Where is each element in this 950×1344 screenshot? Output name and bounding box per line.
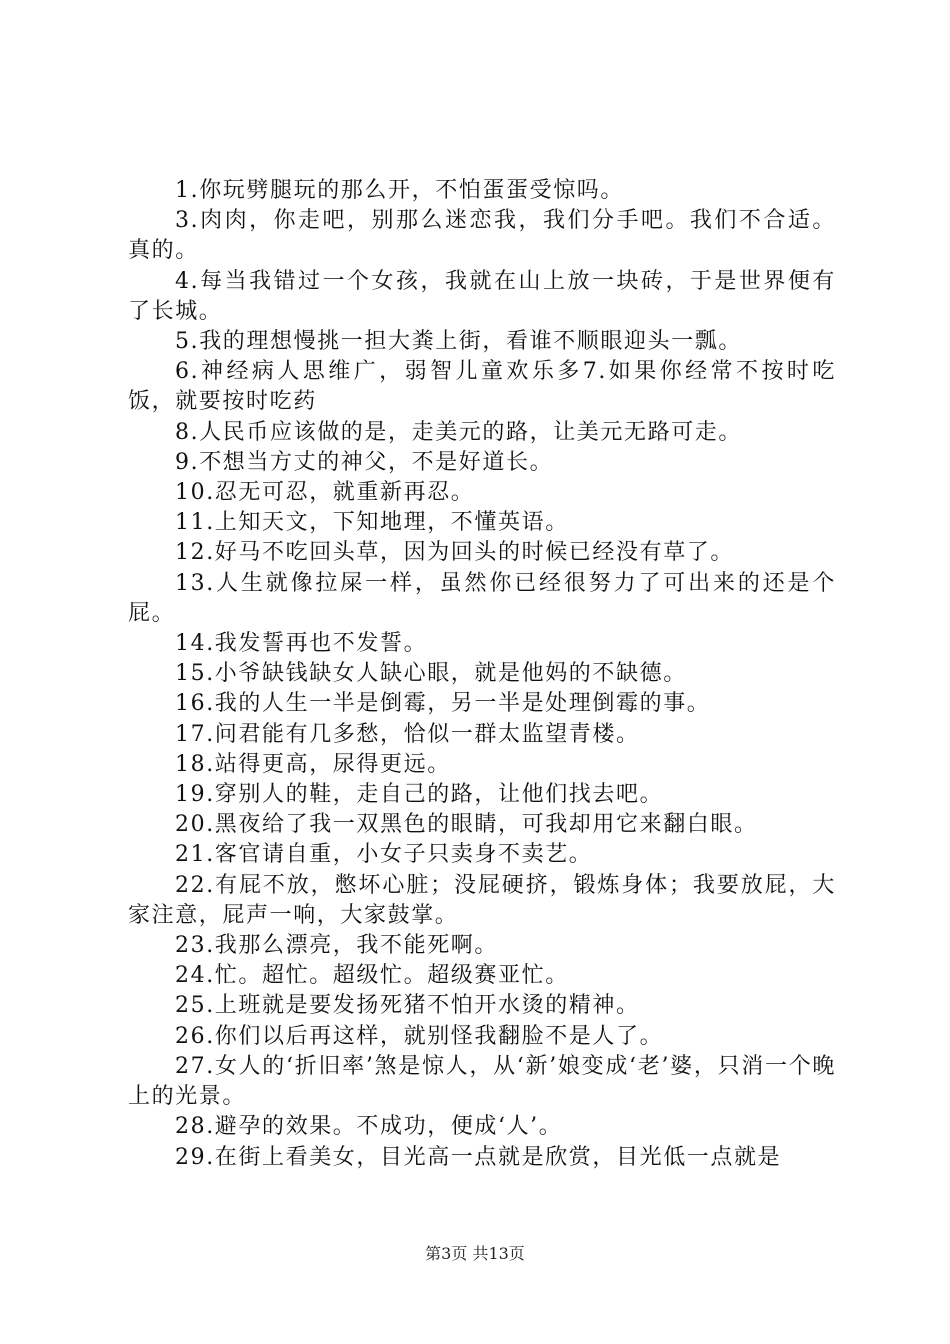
joke-paragraph-25: 25.上班就是要发扬死猪不怕开水烫的精神。	[175, 993, 640, 1019]
joke-paragraph-20: 20.黑夜给了我一双黑色的眼睛，可我却用它来翻白眼。	[175, 812, 758, 838]
joke-paragraph-18: 18.站得更高，尿得更远。	[175, 751, 451, 777]
joke-paragraph-17: 17.问君能有几多愁，恰似一群太监望青楼。	[175, 721, 640, 747]
joke-paragraph-19: 19.穿别人的鞋，走自己的路，让他们找去吧。	[175, 782, 664, 808]
joke-paragraph-10: 10.忍无可忍，就重新再忍。	[175, 480, 475, 506]
joke-paragraph-24: 24.忙。超忙。超级忙。超级赛亚忙。	[175, 963, 569, 989]
joke-paragraph-4: 4.每当我错过一个女孩，我就在山上放一块砖，于是世界便有了长城。	[128, 268, 836, 324]
joke-paragraph-22: 22.有屁不放，憋坏心脏；没屁硬挤，锻炼身体；我要放屁，大家注意，屁声一响，大家鼓掌。	[128, 872, 836, 928]
page-number-label: 第3页 共13页	[425, 1244, 525, 1263]
joke-paragraph-14: 14.我发誓再也不发誓。	[175, 631, 428, 657]
joke-paragraph-9: 9.不想当方丈的神父，不是好道长。	[175, 449, 554, 475]
joke-paragraph-27: 27.女人的‘折旧率’煞是惊人，从‘新’娘变成‘老’婆，只消一个晚上的光景。	[128, 1053, 836, 1110]
joke-paragraph-1: 1.你玩劈腿玩的那么开，不怕蛋蛋受惊吗。	[175, 178, 624, 203]
joke-paragraph-28: 28.避孕的效果。不成功，便成‘人’。	[175, 1114, 563, 1140]
joke-paragraph-13: 13.人生就像拉屎一样，虽然你已经很努力了可出来的还是个屁。	[128, 570, 836, 626]
document-body	[128, 176, 836, 1173]
joke-paragraph-29: 29.在街上看美女，目光高一点就是欣赏，目光低一点就是	[175, 1144, 782, 1170]
page-footer	[0, 1244, 950, 1264]
joke-paragraph-5: 5.我的理想慢挑一担大粪上街，看谁不顺眼迎头一瓢。	[175, 329, 742, 355]
joke-paragraph-8: 8.人民币应该做的是，走美元的路，让美元无路可走。	[175, 419, 742, 445]
joke-paragraph-6: 6.神经病人思维广，弱智儿童欢乐多7.如果你经常不按时吃饭，就要按时吃药	[128, 359, 836, 415]
joke-paragraph-3: 3.肉肉，你走吧，别那么迷恋我，我们分手吧。我们不合适。真的。	[128, 208, 836, 264]
joke-paragraph-15: 15.小爷缺钱缺女人缺心眼，就是他妈的不缺德。	[175, 661, 687, 687]
joke-paragraph-21: 21.客官请自重，小女子只卖身不卖艺。	[175, 842, 593, 868]
joke-paragraph-26: 26.你们以后再这样，就别怪我翻脸不是人了。	[175, 1023, 664, 1049]
joke-paragraph-11: 11.上知天文，下知地理，不懂英语。	[175, 510, 569, 536]
joke-paragraph-16: 16.我的人生一半是倒霉，另一半是处理倒霉的事。	[175, 691, 711, 717]
joke-paragraph-23: 23.我那么漂亮，我不能死啊。	[175, 933, 498, 959]
joke-paragraph-12: 12.好马不吃回头草，因为回头的时候已经没有草了。	[175, 540, 734, 566]
